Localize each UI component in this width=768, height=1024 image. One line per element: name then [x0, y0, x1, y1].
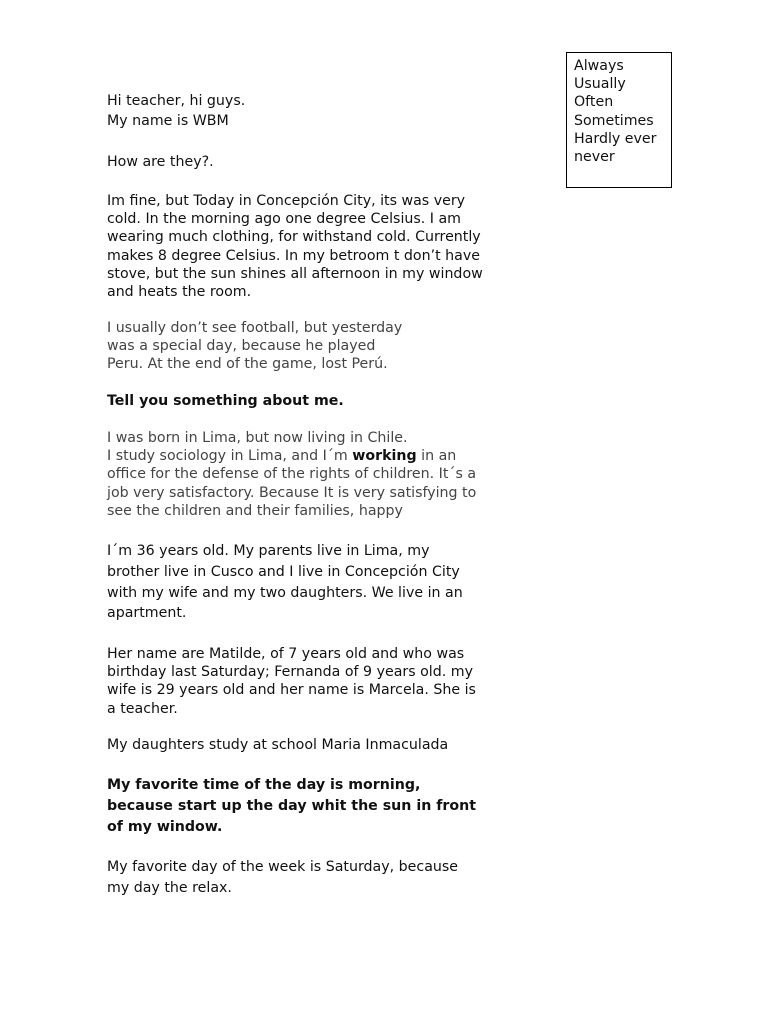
names-line: Her name are Matilde, of 7 years old and who was — [107, 646, 465, 662]
favorite-day-line: my day the relax. — [107, 879, 232, 896]
frequency-word: Usually — [574, 76, 626, 93]
born-line: office for the defense of the rights of children. It´s a — [107, 466, 477, 483]
weather-line: makes 8 degree Celsius. In my betroom t don’t have — [107, 247, 480, 264]
football-line: Peru. At the end of the game, lost Perú. — [107, 356, 388, 373]
favorite-day-line: My favorite day of the week is Saturday, because — [107, 859, 458, 875]
names-line: birthday last Saturday; Fernanda of 9 years old. my — [107, 664, 473, 681]
weather-line: stove, but the sun shines all afternoon in my window — [107, 265, 483, 282]
favorite-time-paragraph — [107, 775, 476, 837]
school-paragraph — [107, 736, 448, 754]
frequency-adverbs-box — [566, 52, 672, 188]
frequency-word: never — [574, 149, 615, 166]
favorite-day-paragraph — [107, 857, 458, 899]
names-line: a teacher. — [107, 700, 178, 717]
family-line: brother live in Cusco and I live in Concepción City — [107, 563, 460, 580]
family-line: apartment. — [107, 605, 187, 622]
frequency-word: Always — [574, 58, 624, 74]
weather-line: wearing much clothing, for withstand cold. Currently — [107, 229, 481, 246]
born-line: see the children and their families, happy — [107, 502, 403, 519]
favorite-time-line: of my window. — [107, 818, 223, 835]
weather-line: Im fine, but Today in Concepción City, its was very — [107, 193, 466, 209]
study-text: I study sociology in Lima, and I´m — [107, 448, 353, 465]
about-me-heading — [107, 392, 344, 410]
names-line: wife is 29 years old and her name is Marcela. She is — [107, 682, 476, 699]
school-line: My daughters study at school Maria Inmaculada — [107, 737, 449, 753]
heading-line: Tell you something about me. — [107, 393, 344, 409]
family-paragraph — [107, 541, 463, 624]
football-paragraph — [107, 319, 402, 374]
frequency-word: Sometimes — [574, 112, 654, 129]
working-emphasis: working — [352, 448, 417, 465]
favorite-time-line: because start up the day whit the sun in front — [107, 797, 477, 814]
frequency-word: Hardly ever — [574, 130, 657, 147]
favorite-time-line: My favorite time of the day is morning, — [107, 777, 421, 793]
frequency-word: Often — [574, 94, 614, 111]
greeting-line: Hi teacher, hi guys. — [107, 93, 246, 109]
names-paragraph — [107, 645, 476, 718]
question-paragraph — [107, 153, 214, 171]
football-line: I usually don’t see football, but yesterday — [107, 320, 403, 336]
study-text-end: in an — [416, 448, 457, 465]
football-line: was a special day, because he played — [107, 338, 376, 355]
born-line: I was born in Lima, but now living in Chile. — [107, 430, 408, 446]
weather-line: cold. In the morning ago one degree Celsius. I am — [107, 211, 462, 228]
weather-paragraph — [107, 192, 483, 301]
study-line — [107, 447, 476, 465]
greeting-paragraph — [107, 91, 245, 131]
born-line: job very satisfactory. Because It is very satisfying to — [107, 484, 477, 501]
question-line: How are they?. — [107, 154, 214, 170]
family-line: I´m 36 years old. My parents live in Lima, my — [107, 543, 430, 559]
born-paragraph — [107, 429, 476, 520]
weather-line: and heats the room. — [107, 284, 252, 301]
name-line: My name is WBM — [107, 113, 229, 129]
family-line: with my wife and my two daughters. We live in an — [107, 584, 463, 601]
